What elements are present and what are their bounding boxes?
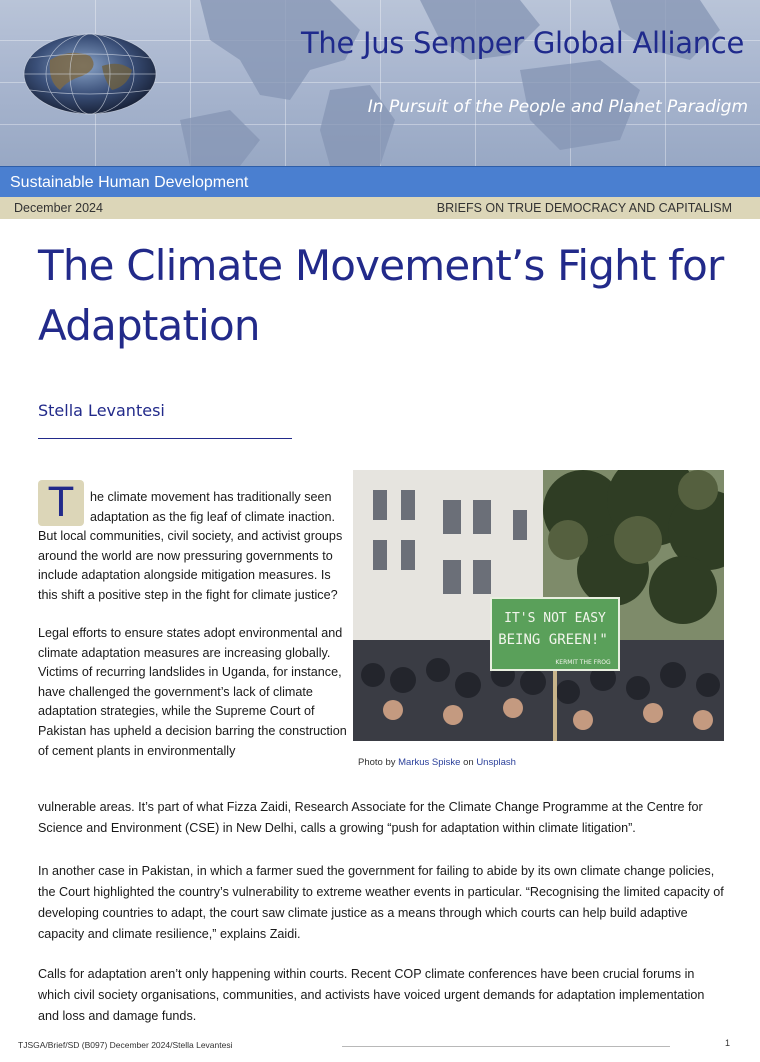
header-banner xyxy=(0,0,760,166)
paragraph xyxy=(38,480,348,606)
caption-mid: on xyxy=(463,757,474,768)
sign-credit: KERMIT THE FROG xyxy=(555,659,611,666)
drop-cap: T xyxy=(38,480,84,526)
date-bar xyxy=(0,197,760,219)
footer-reference: TJSGA/Brief/SD (B097) December 2024/Stella Levantesi xyxy=(18,1040,233,1050)
issue-date: December 2024 xyxy=(14,201,103,215)
paragraph: Calls for adaptation aren’t only happening within courts. Recent COP climate conferences have been crucial forums in which civil society organisations, communities, and activists have voiced urgent demands for adaptation implementation and loss and damage funds. xyxy=(38,967,705,1023)
page-number: 1 xyxy=(725,1038,731,1048)
paragraph-text: he climate movement has traditionally seen adaptation as the fig leaf of climate inaction. But local communities, civil society, and activist groups around the world are now pressuring governments to include adaptation alongside mitigation measures. Is this shift a positive step in the fight for climate justice? xyxy=(38,490,343,602)
protest-photo xyxy=(353,470,724,741)
paragraph: In another case in Pakistan, in which a farmer sued the government for failing to abide by its own climate change policies, the Court highlighted the country’s vulnerability to extreme weather events in particular. “Recognising the limited capacity of developing countries to adapt, the court saw climate justice as a means through which courts can help build adaptive capacity and climate resilience,” explains Zaidi. xyxy=(38,864,724,941)
series-label: BRIEFS ON TRUE DEMOCRACY AND CAPITALISM xyxy=(436,201,732,215)
unsplash-link[interactable]: Unsplash xyxy=(476,757,516,768)
footer-divider xyxy=(342,1046,670,1047)
article-title: The Climate Movement’s Fight for Adaptation xyxy=(38,241,724,350)
section-bar xyxy=(0,166,760,198)
author-name: Stella Levantesi xyxy=(38,401,165,420)
section-title: Sustainable Human Development xyxy=(10,174,249,191)
paragraph: Legal efforts to ensure states adopt environmental and climate adaptation measures are increasing globally. Victims of recurring landslides in Uganda, for instance, have challenged the government’s lack of climate adaptation strategies, while the Supreme Court of Pakistan has upheld a decision barring the construction of cement plants in environmentally xyxy=(38,626,347,758)
protest-photo-image xyxy=(353,470,724,741)
article-column xyxy=(38,480,348,761)
photographer-link[interactable]: Markus Spiske xyxy=(398,757,461,768)
sign-line-2: BEING GREEN!" xyxy=(498,632,608,648)
globe-logo xyxy=(20,30,160,118)
sign-line-1: IT'S NOT EASY xyxy=(504,611,606,626)
caption-prefix: Photo by xyxy=(358,757,396,768)
photo-caption xyxy=(358,757,516,768)
brand-title: The Jus Semper Global Alliance xyxy=(301,26,744,60)
brand-tagline: In Pursuit of the People and Planet Paradigm xyxy=(367,97,748,117)
author-divider xyxy=(38,438,292,439)
paragraph: vulnerable areas. It’s part of what Fizza Zaidi, Research Associate for the Climate Change Programme at the Centre for Science and Environment (CSE) in New Delhi, calls a growing “push for adaptation within climate litigation”. xyxy=(38,800,703,835)
